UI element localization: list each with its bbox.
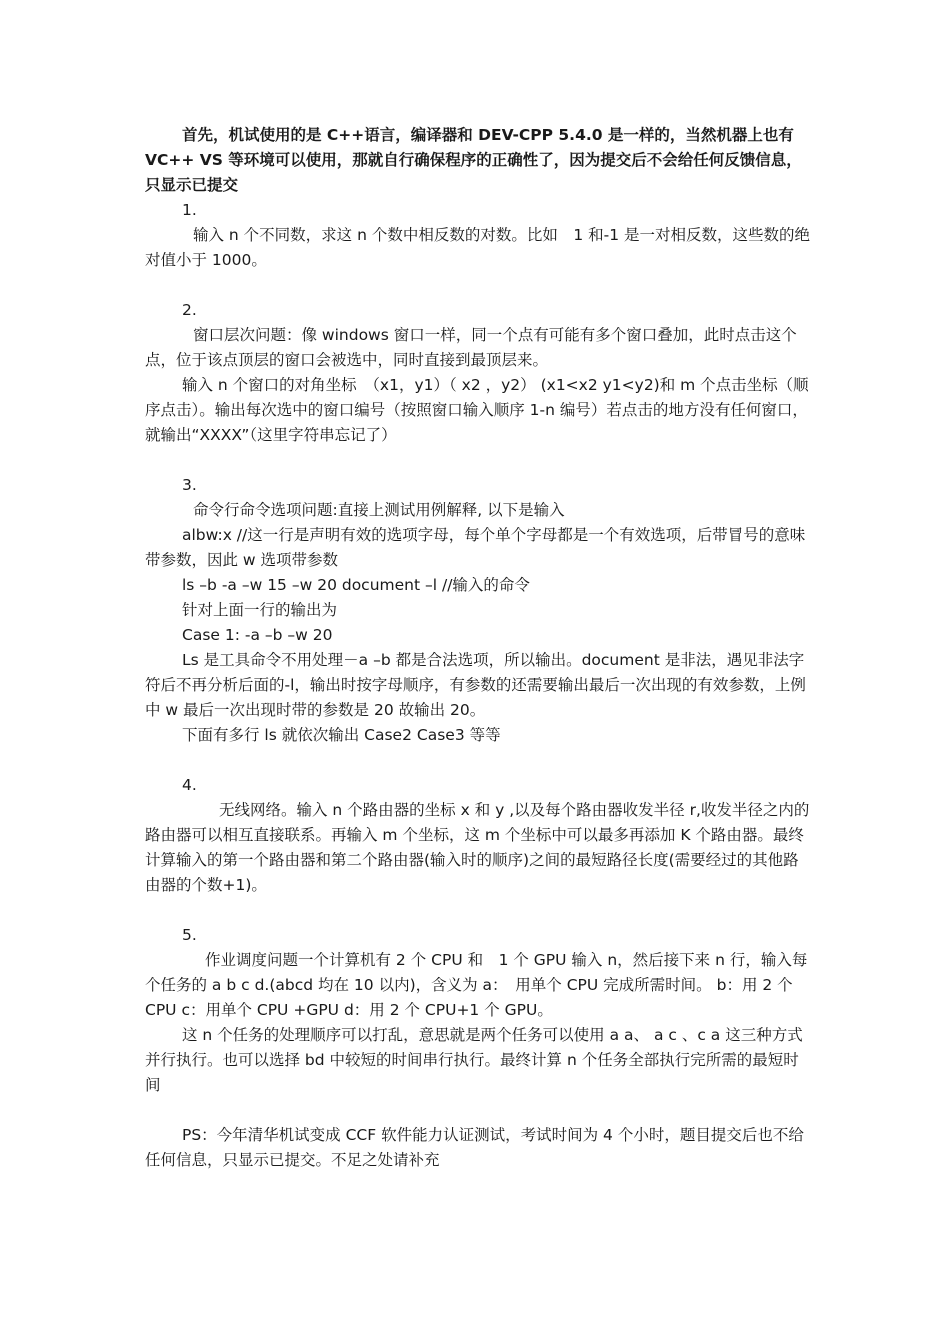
spacer — [145, 448, 811, 473]
section-paragraph: 窗口层次问题：像 windows 窗口一样，同一个点有可能有多个窗口叠加，此时点击这个点，位于该点顶层的窗口会被选中，同时直接到最顶层来。 — [145, 326, 797, 369]
section-paragraph: 作业调度问题一个计算机有 2 个 CPU 和 1 个 GPU 输入 n，然后接下来 n 行，输入每个任务的 a b c d.(abcd 均在 10 以内)，含义为 a： 用单个 CPU 完成所需时间。 b：用 2 个 CPU c：用单个 CPU +GPU d：用 2 个 CPU+1 个 GPU。 — [145, 951, 808, 1019]
section-paragraph: 下面有多行 ls 就依次输出 Case2 Case3 等等 — [182, 726, 501, 744]
section-4 — [145, 773, 811, 898]
spacer — [145, 898, 811, 923]
ps-paragraph: PS：今年清华机试变成 CCF 软件能力认证测试，考试时间为 4 个小时，题目提交后也不给任何信息，只显示已提交。不足之处请补充 — [145, 1126, 804, 1169]
section-paragraph: ls –b -a –w 15 –w 20 document –l //输入的命令 — [182, 576, 530, 594]
section-paragraph: albw:x //这一行是声明有效的选项字母，每个单个字母都是一个有效选项，后带冒号的意味带参数，因此 w 选项带参数 — [145, 526, 806, 569]
spacer — [145, 1098, 811, 1123]
section-3 — [145, 473, 811, 748]
intro-paragraph: 首先，机试使用的是 C++语言，编译器和 DEV-CPP 5.4.0 是一样的，当然机器上也有 VC++ VS 等环境可以使用，那就自行确保程序的正确性了，因为提交后不会给任何反馈信息，只显示已提交 — [145, 126, 802, 194]
section-paragraph: Case 1: -a –b –w 20 — [182, 626, 333, 644]
section-number: 2. — [182, 301, 197, 319]
section-paragraph: 输入 n 个不同数，求这 n 个数中相反数的对数。比如 1 和-1 是一对相反数，这些数的绝对值小于 1000。 — [145, 226, 811, 269]
section-number: 5. — [182, 926, 197, 944]
section-1 — [145, 198, 811, 273]
spacer — [145, 273, 811, 298]
document-page — [145, 123, 811, 1173]
section-number: 3. — [182, 476, 197, 494]
section-paragraph: 命令行命令选项问题:直接上测试用例解释, 以下是输入 — [193, 501, 565, 519]
section-paragraph: Ls 是工具命令不用处理－a –b 都是合法选项，所以输出。document 是非法，遇见非法字符后不再分析后面的-l，输出时按字母顺序，有参数的还需要输出最后一次出现的有效参数，上例中 w 最后一次出现时带的参数是 20 故输出 20。 — [145, 651, 806, 719]
section-number: 4. — [182, 776, 197, 794]
section-number: 1. — [182, 201, 197, 219]
spacer — [145, 748, 811, 773]
section-paragraph: 无线网络。输入 n 个路由器的坐标 x 和 y ,以及每个路由器收发半径 r,收发半径之内的路由器可以相互直接联系。再输入 m 个坐标，这 m 个坐标中可以最多再添加 K 个路由器。最终计算输入的第一个路由器和第二个路由器(输入时的顺序)之间的最短路径长度(需要经过的其他路由器的个数+1)。 — [145, 801, 810, 894]
section-paragraph: 输入 n 个窗口的对角坐标 （x1，y1）（ x2 ，y2） (x1<x2 y1<y2)和 m 个点击坐标（顺序点击）。输出每次选中的窗口编号（按照窗口输入顺序 1-n 编号）若点击的地方没有任何窗口，就输出“XXXX”（这里字符串忘记了） — [145, 376, 809, 444]
section-2 — [145, 298, 811, 448]
section-paragraph: 这 n 个任务的处理顺序可以打乱，意思就是两个任务可以使用 a a、 a c 、c a 这三种方式并行执行。也可以选择 bd 中较短的时间串行执行。最终计算 n 个任务全部执行完所需的最短时间 — [145, 1026, 803, 1094]
section-5 — [145, 923, 811, 1098]
section-paragraph: 针对上面一行的输出为 — [182, 601, 338, 619]
